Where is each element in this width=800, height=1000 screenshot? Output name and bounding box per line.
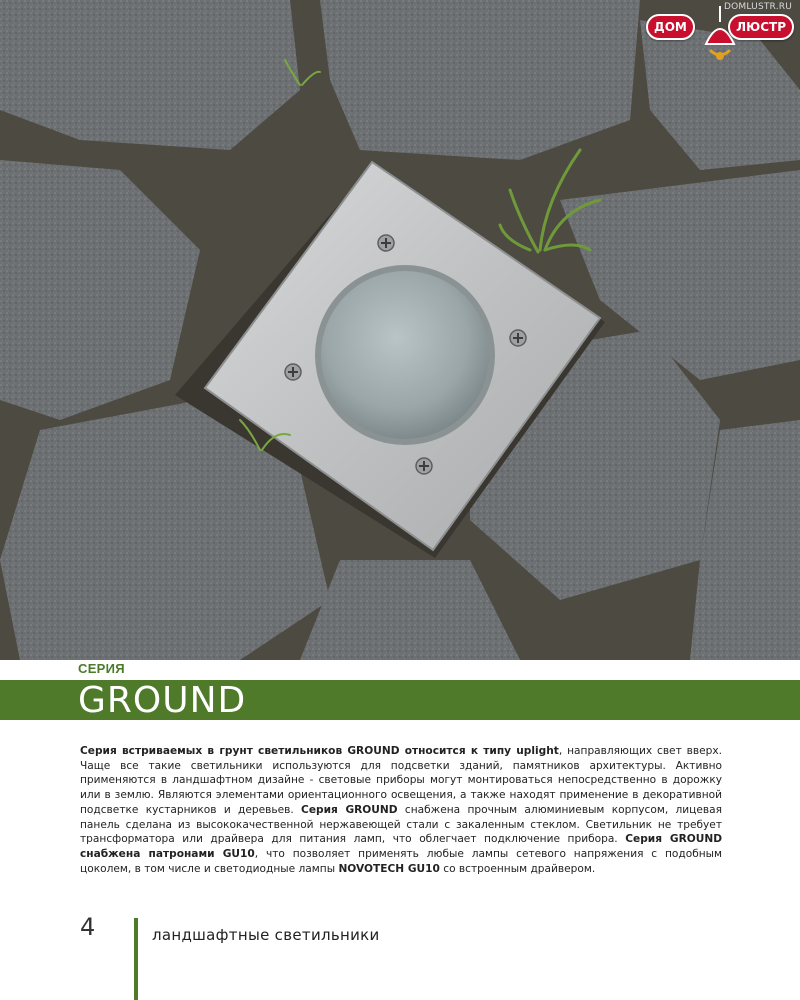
housing-bold: Серия GROUND [301,803,398,816]
closing-text: со встроенным драйвером. [439,862,596,875]
logo-site-url: DOMLUSTR.RU [724,2,792,12]
section-label: ландшафтные светильники [152,926,380,944]
socket-text: , что позволяет применять любые лампы сетевого напряжения с подобным цоколем, в том числе и светодиодные лампы [80,847,723,875]
lamp-brand-bold: NOVOTECH GU10 [338,862,440,875]
logo-word-right: ЛЮСТР [728,14,794,40]
logo-word-left: ДОМ [646,14,695,40]
title-band [0,680,800,720]
brand-logo[interactable] [646,2,794,68]
intro-text: , направляющих свет вверх. Чаще все такие светильники используются для подсветки зданий, памятников архитектуры. Активно применяются в ландшафтном дизайне - световые приборы могут монтироваться непосредственно в дорожку или в землю. Являются элементами ориентационного освещения, а также находят применение в декоративной подсветке кустарников и деревьев. [80,745,723,816]
housing-text: снабжена прочным алюминиевым корпусом, лицевая панель сделана из высококачественной нержавеющей стали с закаленным стеклом. Светильник не требует трансформатора или драйвера для питания ламп, что облегчает подключение прибора. [80,803,722,846]
intro-bold: Серия встриваемых в грунт светильников GROUND относится к типу uplight [80,745,559,757]
socket-bold: Серия GROUND снабжена патронами GU10 [80,833,723,860]
page-number: 4 [80,913,96,941]
description-paragraph [80,744,722,876]
series-label: СЕРИЯ [78,661,125,676]
footer-divider [134,918,138,1000]
series-title: GROUND [78,680,247,721]
frosted-lens [321,271,489,439]
